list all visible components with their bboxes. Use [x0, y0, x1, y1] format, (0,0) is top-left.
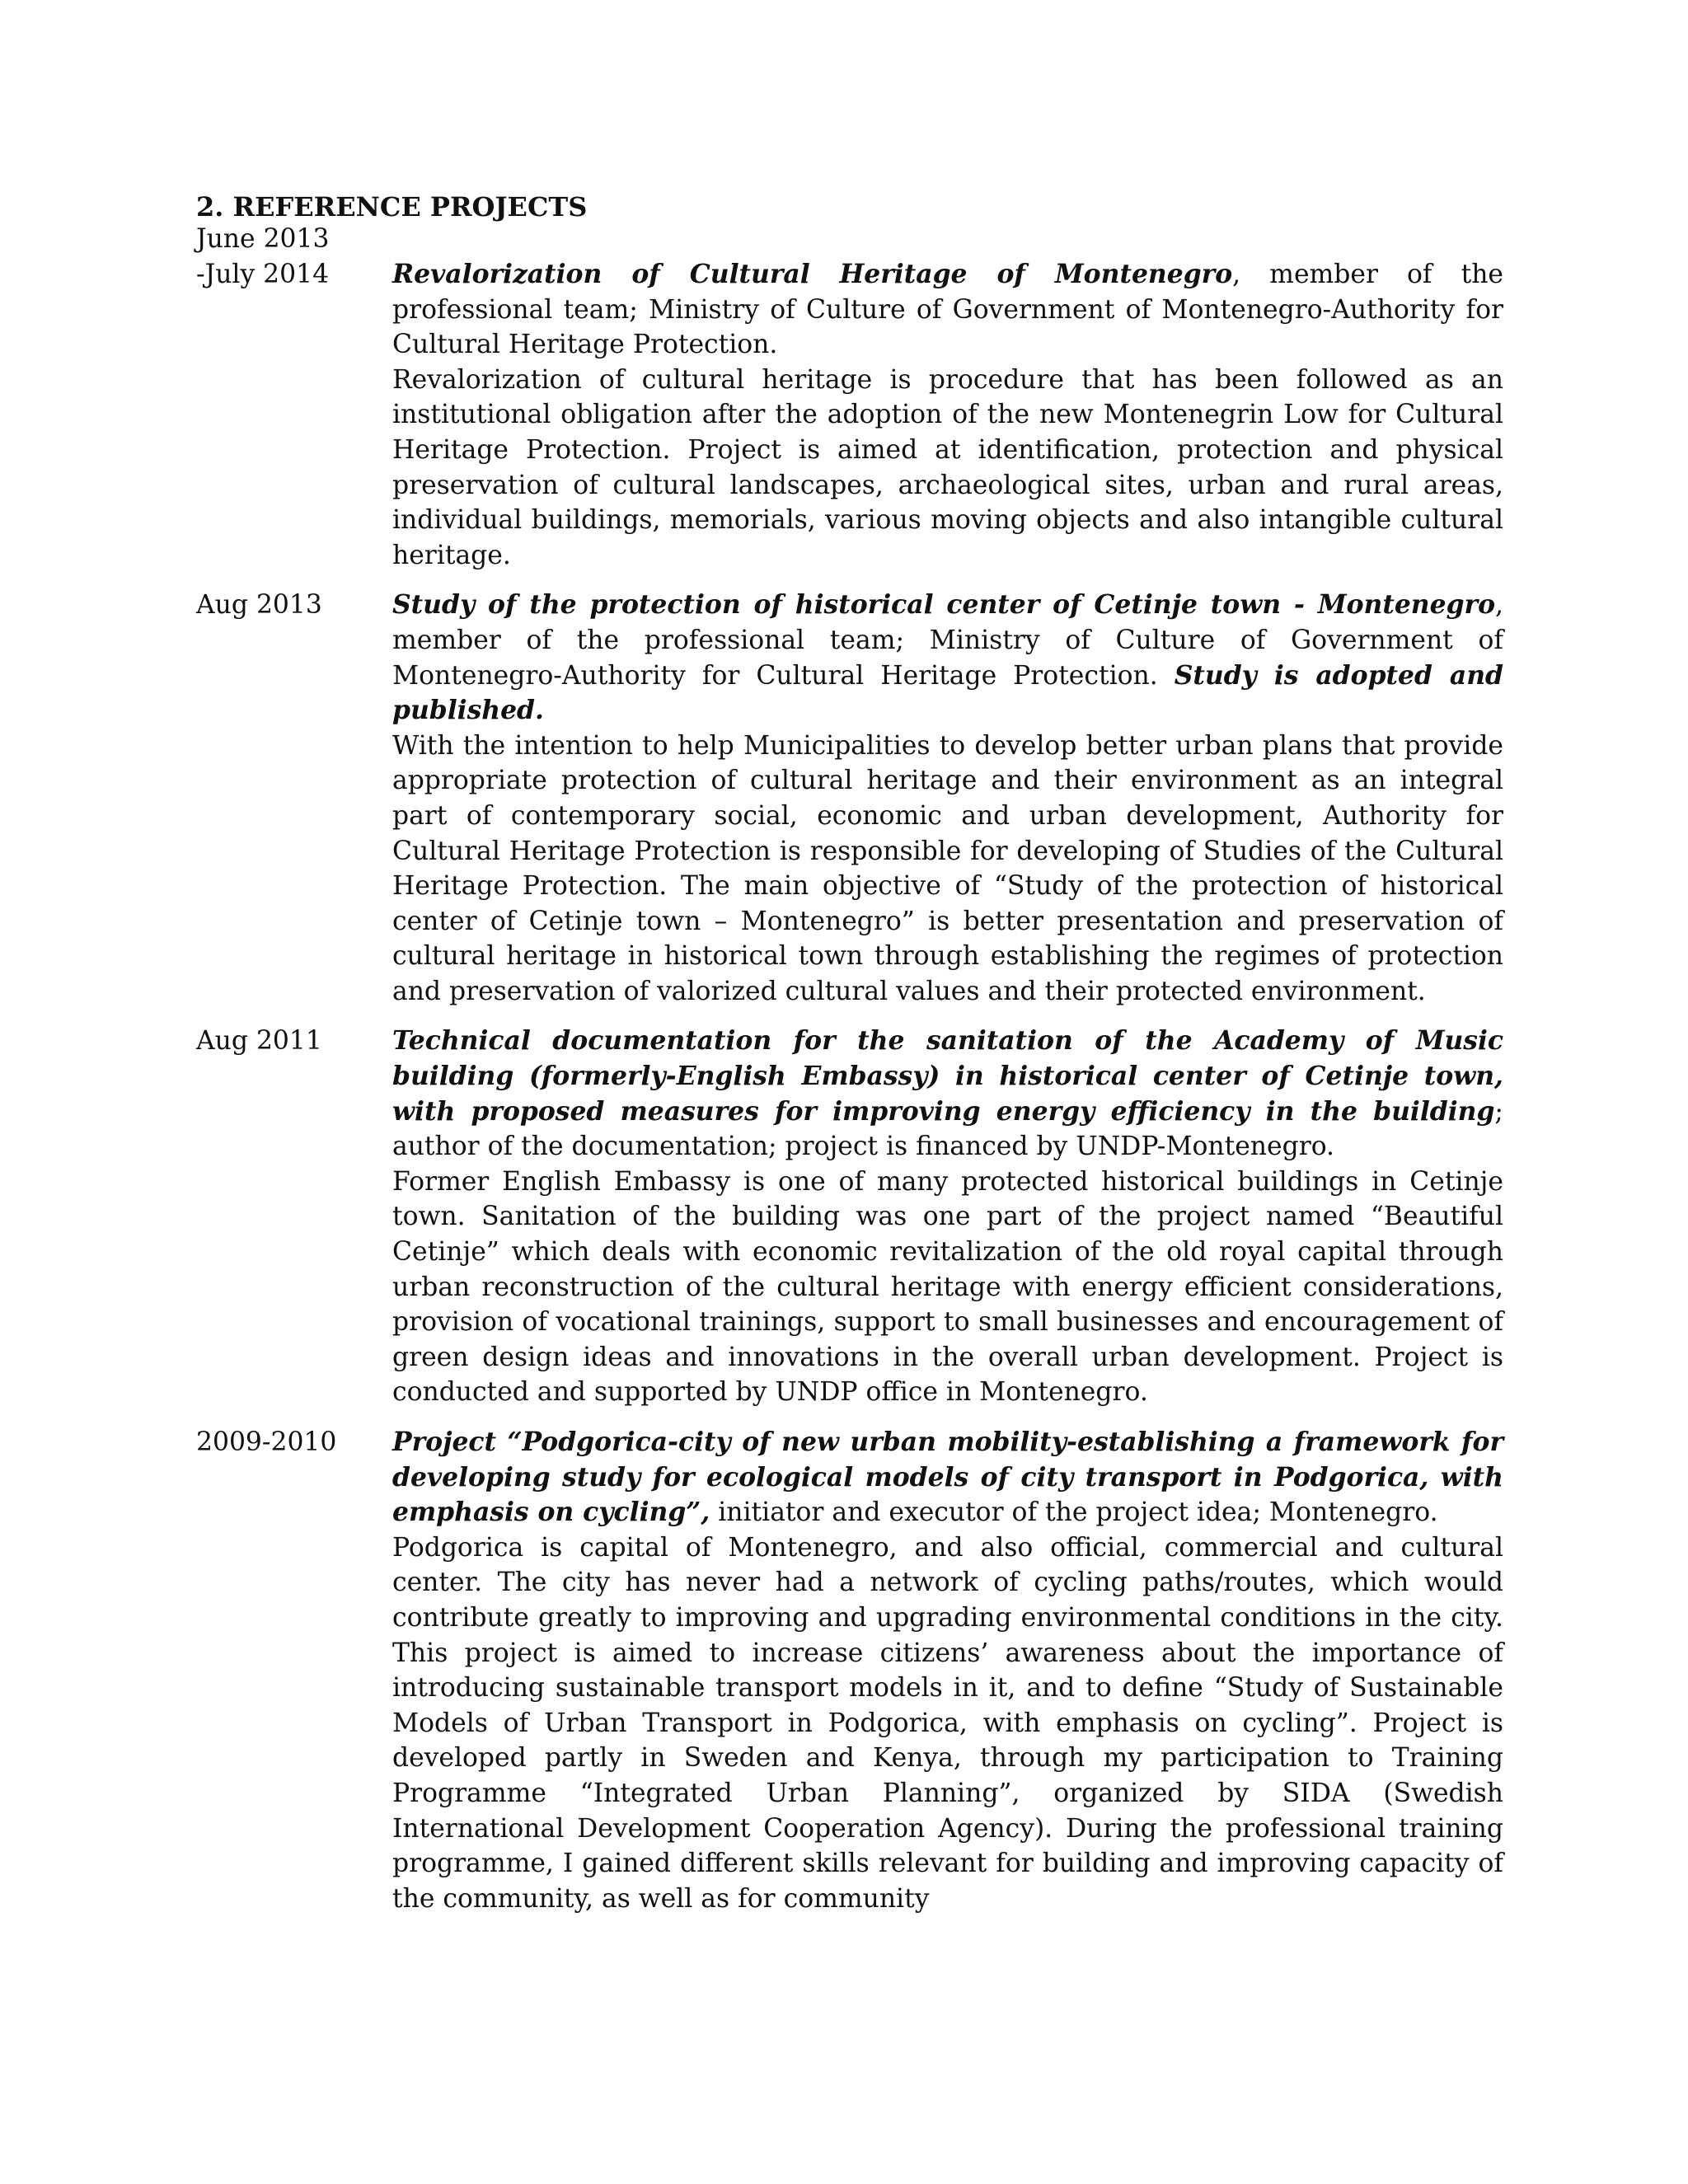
project-entry: [196, 588, 1503, 1009]
project-description: Former English Embassy is one of many protected historical buildings in Cetinje town. Sanitation of the building was one part of the project named “Beautiful Cetinje” which deals with economic revitalization of the old royal capital through urban reconstruction of the cultural heritage with energy efficient considerations, provision of vocational trainings, support to small businesses and encouragement of green design ideas and innovations in the overall urban development. Project is conducted and supported by UNDP office in Montenegro.: [392, 1166, 1503, 1408]
project-date-line-2: -July 2014: [196, 259, 330, 289]
project-date: Aug 2011: [196, 1026, 322, 1057]
project-intro: initiator and executor of the project idea; Montenegro.: [710, 1497, 1438, 1528]
project-date-line-1: June 2013: [196, 224, 330, 254]
document-page: [196, 191, 1503, 1931]
project-entry: [196, 224, 1503, 573]
project-body: [392, 1024, 1503, 1410]
section-heading: 2. REFERENCE PROJECTS: [196, 191, 588, 223]
project-intro: , member of the professional team; Ministry of Culture of Government of Montenegro-Authority for Cultural Heritage Protection.: [392, 590, 1503, 691]
project-summary: [392, 1425, 1503, 1530]
project-summary: [392, 257, 1503, 363]
project-summary: [392, 1024, 1503, 1164]
project-body: [392, 1425, 1503, 1916]
project-title: Technical documentation for the sanitation of the Academy of Music building (formerly-English Embassy) in historical center of Cetinje town, with proposed measures for improving energy efficiency in the building: [392, 1026, 1503, 1127]
project-date: [196, 224, 392, 573]
project-description: Revalorization of cultural heritage is procedure that has been followed as an institutional obligation after the adoption of the new Montenegrin Low for Cultural Heritage Protection. Project is aimed at identification, protection and physical preservation of cultural landscapes, archaeological sites, urban and rural areas, individual buildings, memorials, various moving objects and also intangible cultural heritage.: [392, 364, 1503, 570]
project-body: [392, 257, 1503, 573]
project-intro: , member of the professional team; Ministry of Culture of Government of Montenegro-Authority for Cultural Heritage Protection.: [392, 260, 1503, 360]
project-body: [392, 588, 1503, 1009]
project-highlight: Study is adopted and published.: [392, 660, 1503, 726]
project-date: 2009-2010: [196, 1427, 337, 1457]
project-title: Revalorization of Cultural Heritage of Montenegro: [392, 260, 1233, 289]
project-description: Podgorica is capital of Montenegro, and also official, commercial and cultural center. The city has never had a network of cycling paths/routes, which would contribute greatly to improving and upgrading environmental conditions in the city. This project is aimed to increase citizens’ awareness about the importance of introducing sustainable transport models in it, and to define “Study of Sustainable Models of Urban Transport in Podgorica, with emphasis on cycling”. Project is developed partly in Sweden and Kenya, through my participation to Training Programme “Integrated Urban Planning”, organized by SIDA (Swedish International Development Cooperation Agency). During the professional training programme, I gained different skills relevant for building and improving capacity of the community, as well as for community: [392, 1532, 1503, 1914]
project-entry: [196, 1425, 1503, 1916]
project-intro: ; author of the documentation; project is financed by UNDP-Montenegro.: [392, 1096, 1503, 1162]
project-description: With the intention to help Municipalities to develop better urban plans that provide appropriate protection of cultural heritage and their environment as an integral part of contemporary social, economic and urban development, Authority for Cultural Heritage Protection is responsible for developing of Studies of the Cultural Heritage Protection. The main objective of “Study of the protection of historical center of Cetinje town – Montenegro” is better presentation and preservation of cultural heritage in historical town through establishing the regimes of protection and preservation of valorized cultural values and their protected environment.: [392, 730, 1503, 1006]
project-entry: [196, 1024, 1503, 1410]
project-date: Aug 2013: [196, 590, 322, 621]
project-summary: [392, 588, 1503, 728]
project-title: Study of the protection of historical center of Cetinje town - Montenegro: [392, 590, 1496, 621]
project-title: Project “Podgorica-city of new urban mobility-establishing a framework for developing study for ecological models of city transport in Podgorica, with emphasis on cycling”,: [392, 1427, 1503, 1528]
